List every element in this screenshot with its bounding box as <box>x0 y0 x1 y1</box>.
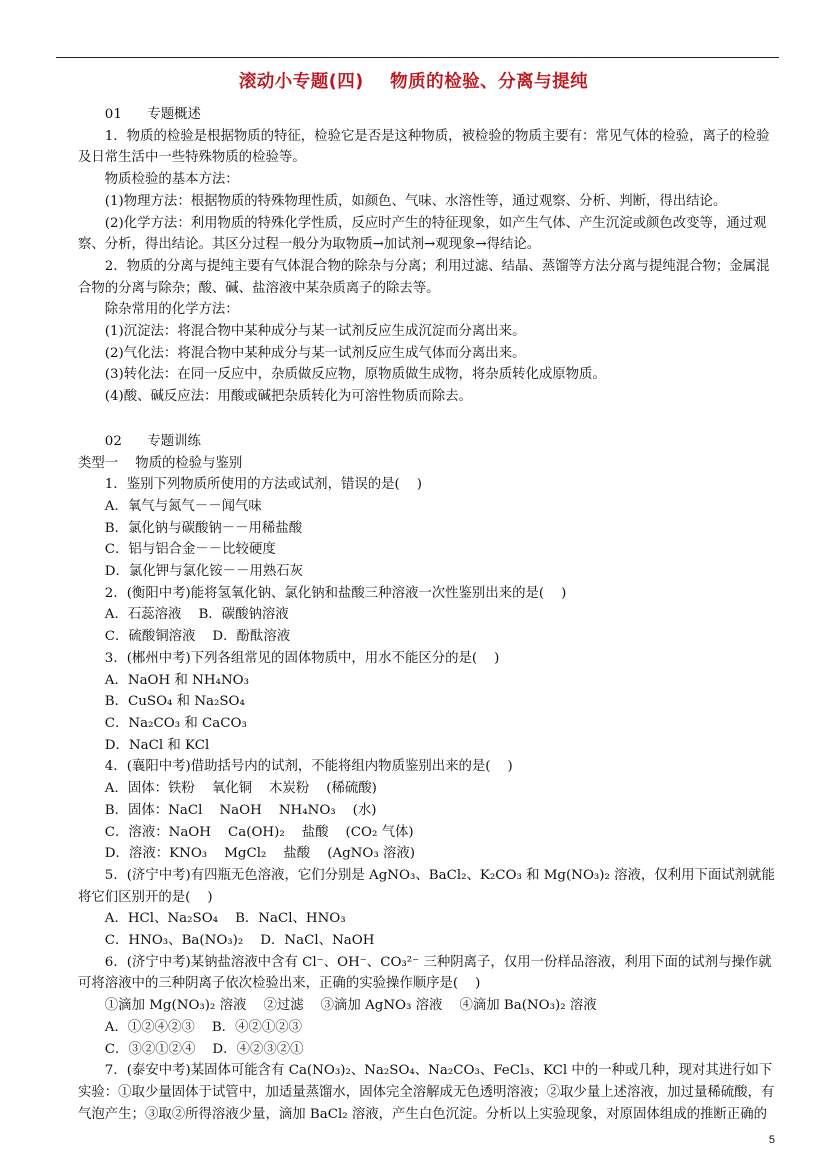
paragraph: 物质检验的基本方法： <box>104 172 239 188</box>
option-line: A．氧气与氮气－－闻气味 <box>104 498 262 514</box>
option-line: D．溶液：KNO₃ MgCl₂ 盐酸 (AgNO₃ 溶液) <box>104 846 415 862</box>
paragraph: 除杂常用的化学方法： <box>104 302 239 318</box>
paragraph: (2)气化法：将混合物中某种成分与某一试剂反应生成气体而分离出来。 <box>104 345 526 361</box>
page-number: 5 <box>768 1134 775 1146</box>
question-line: 1．鉴别下列物质所使用的方法或试剂，错误的是( ) <box>104 477 422 493</box>
section-heading <box>78 431 779 453</box>
section-number: 02 <box>104 433 122 449</box>
option-line: A．固体：铁粉 氧化铜 木炭粉 (稀硫酸) <box>104 781 377 797</box>
section-title: 专题概述 <box>147 107 201 122</box>
question-line: 6．(济宁中考)某钠盐溶液中含有 Cl⁻、OH⁻、CO₃²⁻ 三种阴离子，仅用一份样品溶液，利用下面的试剂与操作就可将溶液中的三种阴离子依次检验出来，正确的实验操作顺序是( ) <box>78 954 772 992</box>
question-line: 3．(郴州中考)下列各组常见的固体物质中，用水不能区分的是( ) <box>104 650 500 666</box>
paragraph: (1)物理方法：根据物质的特殊物理性质，如颜色、气味、水溶性等，通过观察、分析、判断，得出结论。 <box>104 193 727 209</box>
option-line: C．溶液：NaOH Ca(OH)₂ 盐酸 (CO₂ 气体) <box>104 824 414 840</box>
paragraph: (4)酸、碱反应法：用酸或碱把杂质转化为可溶性物质而除去。 <box>104 389 472 405</box>
page-title: 滚动小专题(四) 物质的检验、分离与提纯 <box>238 72 589 92</box>
paragraph: 2．物质的分离与提纯主要有气体混合物的除杂与分离；利用过滤、结晶、蒸馏等方法分离与提纯混合物；金属混合物的分离与除杂；酸、碱、盐溶液中某杂质离子的除去等。 <box>78 258 770 296</box>
option-line: A．NaOH 和 NH₄NO₃ <box>104 672 249 688</box>
paragraph: (3)转化法：在同一反应中，杂质做反应物，原物质做生成物，将杂质转化成原物质。 <box>104 367 606 383</box>
question-line: 5．(济宁中考)有四瓶无色溶液，它们分别是 AgNO₃、BaCl₂、K₂CO₃ 和 Mg(NO₃)₂ 溶液，仅利用下面试剂就能将它们区别开的是( ) <box>78 867 775 905</box>
procedure-line: ①滴加 Mg(NO₃)₂ 溶液 ②过滤 ③滴加 AgNO₃ 溶液 ④滴加 Ba(NO₃)₂ 溶液 <box>104 998 597 1014</box>
option-line: D．NaCl 和 KCl <box>104 737 210 753</box>
question-line: 4．(襄阳中考)借助括号内的试剂，不能将组内物质鉴别出来的是( ) <box>104 759 513 775</box>
option-line: C．Na₂CO₃ 和 CaCO₃ <box>104 715 247 731</box>
paragraph: 1．物质的检验是根据物质的特征，检验它是否是这种物质，被检验的物质主要有：常见气体的检验，离子的检验及日常生活中一些特殊物质的检验等。 <box>78 128 770 166</box>
section-number: 01 <box>104 107 122 122</box>
option-line: A．①②④②③ B．④②①②③ <box>104 1019 303 1035</box>
option-line: C．③②①②④ D．④②③②① <box>104 1041 304 1057</box>
option-line: C．硫酸铜溶液 D．酚酞溶液 <box>104 629 291 645</box>
option-line: A．石蕊溶液 B．碳酸钠溶液 <box>104 607 289 623</box>
paragraph: (1)沉淀法：将混合物中某种成分与某一试剂反应生成沉淀而分离出来。 <box>104 324 526 340</box>
header-rule <box>56 57 779 58</box>
option-line: B．CuSO₄ 和 Na₂SO₄ <box>104 694 245 710</box>
option-line: B．固体：NaCl NaOH NH₄NO₃ (水) <box>104 802 377 818</box>
option-line: A．HCl、Na₂SO₄ B．NaCl、HNO₃ <box>104 911 346 927</box>
document-body <box>78 104 779 1125</box>
question-line: 7．(泰安中考)某固体可能含有 Ca(NO₃)₂、Na₂SO₄、Na₂CO₃、FeCl₃、KCl 中的一种或几种，现对其进行如下实验：①取少量固体于试管中，加适量蒸馏水，固体完全溶解成无色透明溶液；②取少量上述溶液，加过量稀硫酸，有气泡产生；③取②所得溶液少量，滴加 BaCl₂ 溶液，产生白色沉淀。分析以上实验现象，对原固体组成的推断正确的 <box>78 1063 775 1122</box>
option-line: D．氯化钾与氯化铵－－用熟石灰 <box>104 564 304 580</box>
option-line: C．HNO₃、Ba(NO₃)₂ D．NaCl、NaOH <box>104 933 375 949</box>
question-line: 2．(衡阳中考)能将氢氧化钠、氯化钠和盐酸三种溶液一次性鉴别出来的是( ) <box>104 585 567 601</box>
section-title: 专题训练 <box>147 433 201 449</box>
option-line: C．铝与铝合金－－比较硬度 <box>104 542 276 558</box>
paragraph: (2)化学方法：利用物质的特殊化学性质，反应时产生的特征现象，如产生气体、产生沉淀或颜色改变等，通过观察、分析，得出结论。其区分过程一般分为取物质→加试剂→观现象→得结论。 <box>78 215 767 253</box>
option-line: B．氯化钠与碳酸钠－－用稀盐酸 <box>104 520 303 536</box>
question-type-heading: 类型一 物质的检验与鉴别 <box>78 455 243 471</box>
section-heading <box>78 104 779 126</box>
